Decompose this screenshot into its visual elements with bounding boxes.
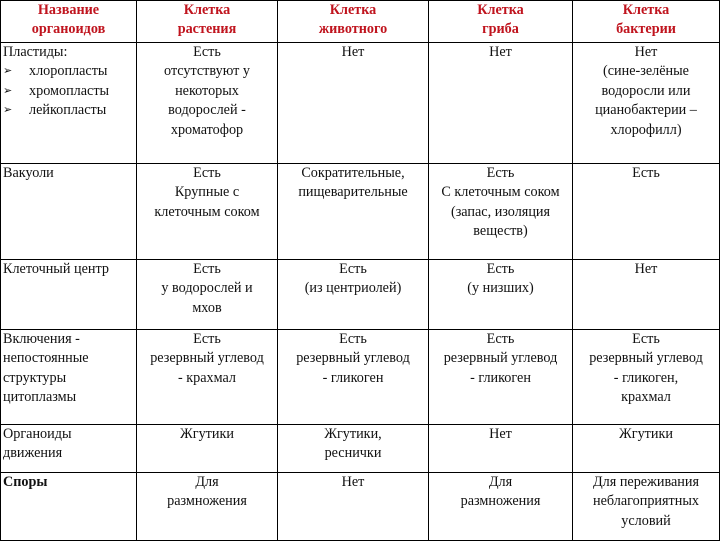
row-cell-center-bacteria: Нет	[573, 260, 720, 330]
row-cell-center-animal: Есть (из центриолей)	[278, 260, 429, 330]
header-bacteria-cell: Клетка бактерии	[573, 1, 720, 43]
arrow-bullet-icon: ➢	[3, 84, 13, 97]
row-movement-animal: Жгутики, реснички	[278, 425, 429, 473]
row-vacuoles-bacteria: Есть	[573, 164, 720, 260]
row-inclusions-animal: Есть резервный углевод - гликоген	[278, 330, 429, 425]
table-row	[1, 425, 720, 473]
header-organelles: Название органоидов	[1, 1, 137, 43]
row-plastids-animal: Нет	[278, 43, 429, 164]
row-inclusions-plant: Есть резервный углевод - крахмал	[137, 330, 278, 425]
row-spores-bacteria: Для переживания неблагоприятных условий	[573, 473, 720, 541]
header-fungus-cell: Клетка гриба	[429, 1, 573, 43]
table-row	[1, 330, 720, 425]
list-item: ➢ лейкопласты	[3, 101, 134, 120]
row-plastids-plant: Есть отсутствуют у некоторых водорослей - хроматофор	[137, 43, 278, 164]
row-cell-center-plant: Есть у водорослей и мхов	[137, 260, 278, 330]
row-cell-center-fungus: Есть (у низших)	[429, 260, 573, 330]
row-vacuoles-fungus: Есть С клеточным соком (запас, изоляция веществ)	[429, 164, 573, 260]
arrow-bullet-icon: ➢	[3, 104, 13, 117]
table-row	[1, 473, 720, 541]
list-item: ➢ хлоропласты	[3, 62, 134, 81]
row-plastids-bacteria: Нет (сине-зелёные водоросли или цианобактерии – хлорофилл)	[573, 43, 720, 164]
row-spores-name: Споры	[1, 473, 137, 541]
header-animal-cell: Клетка животного	[278, 1, 429, 43]
header-plant-cell: Клетка растения	[137, 1, 278, 43]
row-plastids-name: Пластиды: ➢ хлоропласты ➢ хромопласты ➢ лейкопласты	[1, 43, 137, 164]
row-vacuoles-animal: Сократительные, пищеварительные	[278, 164, 429, 260]
header-row	[1, 1, 720, 43]
row-movement-name: Органоиды движения	[1, 425, 137, 473]
table-row	[1, 43, 720, 164]
table-row	[1, 164, 720, 260]
row-spores-plant: Для размножения	[137, 473, 278, 541]
row-vacuoles-name: Вакуоли	[1, 164, 137, 260]
row-movement-plant: Жгутики	[137, 425, 278, 473]
row-inclusions-bacteria: Есть резервный углевод - гликоген, крахмал	[573, 330, 720, 425]
row-inclusions-fungus: Есть резервный углевод - гликоген	[429, 330, 573, 425]
row-movement-fungus: Нет	[429, 425, 573, 473]
row-plastids-fungus: Нет	[429, 43, 573, 164]
row-vacuoles-plant: Есть Крупные с клеточным соком	[137, 164, 278, 260]
table-row	[1, 260, 720, 330]
row-cell-center-name: Клеточный центр	[1, 260, 137, 330]
arrow-bullet-icon: ➢	[3, 65, 13, 78]
row-movement-bacteria: Жгутики	[573, 425, 720, 473]
row-spores-animal: Нет	[278, 473, 429, 541]
row-inclusions-name: Включения - непостоянные структуры цитоплазмы	[1, 330, 137, 425]
row-spores-fungus: Для размножения	[429, 473, 573, 541]
list-item: ➢ хромопласты	[3, 82, 134, 101]
